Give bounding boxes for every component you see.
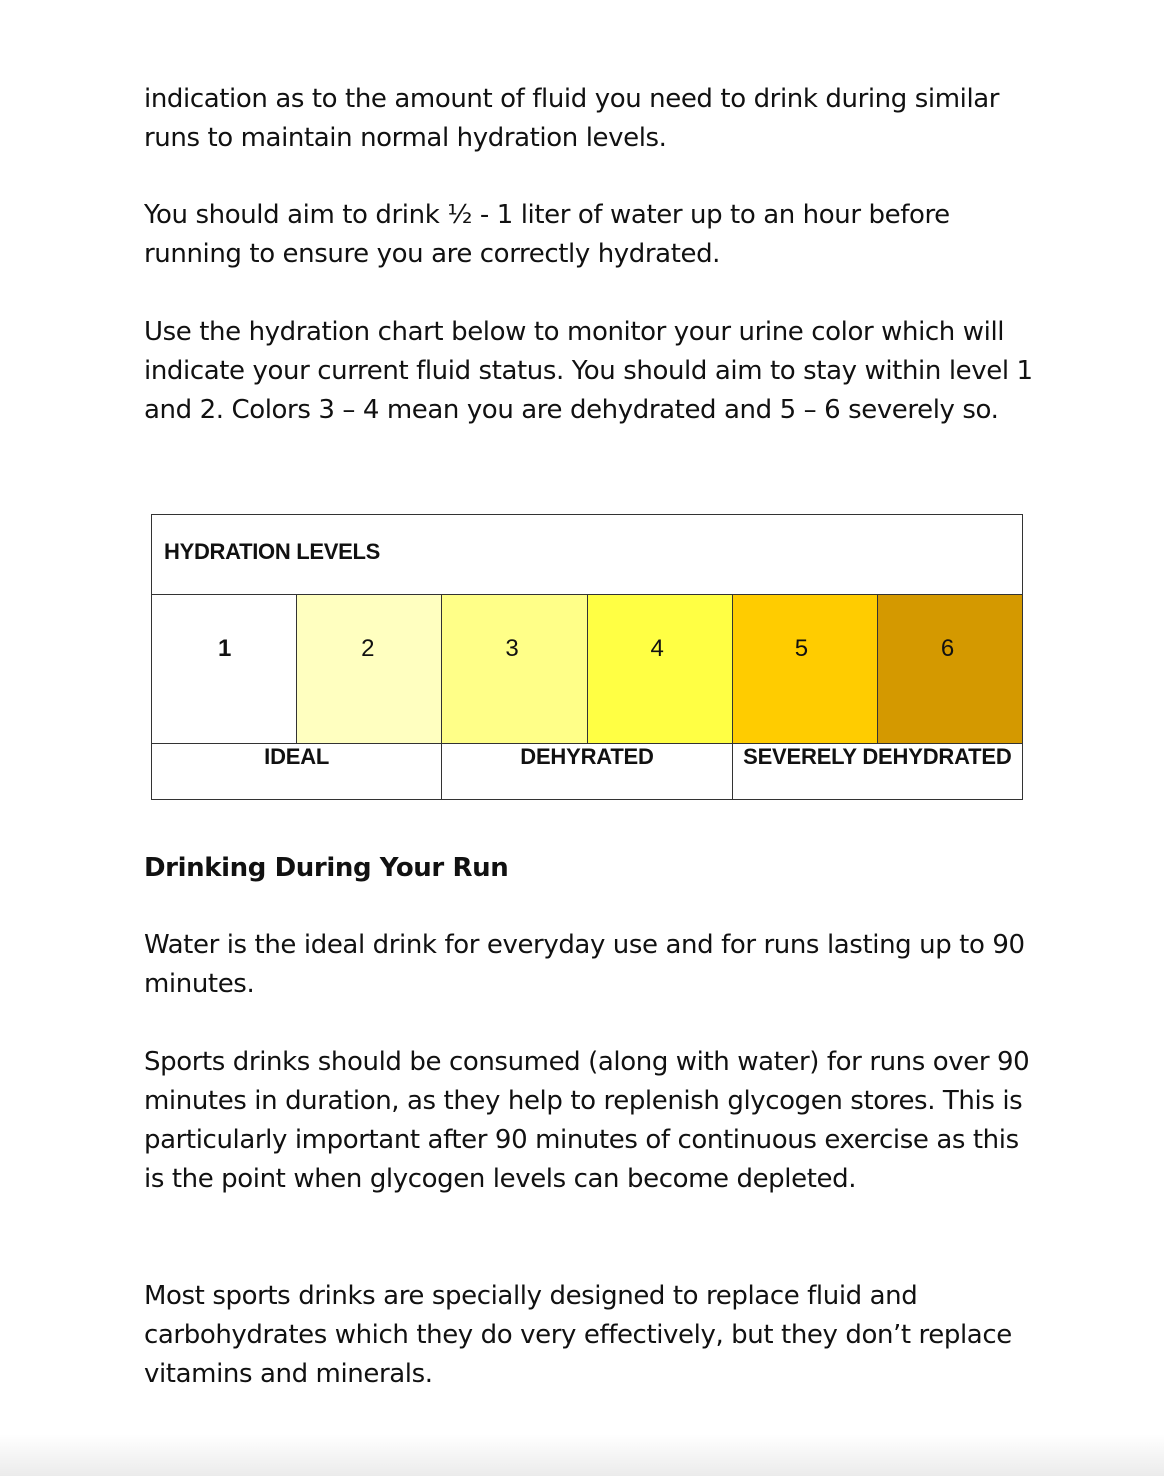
- category-severely-dehydrated-cell: [733, 744, 1022, 800]
- hydration-level-2-swatch: [297, 595, 442, 743]
- hydration-level-3-swatch: [442, 595, 587, 743]
- hydration-level-5-number: 5: [794, 635, 809, 662]
- hydration-levels-chart: [151, 514, 1023, 800]
- category-severely-dehydrated-label: SEVERELY DEHYDRATED: [743, 744, 1012, 769]
- hydration-level-5-swatch: [733, 595, 878, 743]
- paragraph-sports-drinks-design: Most sports drinks are specially designed to replace fluid and carbohydrates which they do very effectively, but they don’t replace vitamins and minerals.: [144, 1281, 1012, 1389]
- category-ideal-label: IDEAL: [264, 744, 330, 769]
- hydration-level-6-swatch: [878, 595, 1022, 743]
- paragraph-water-ideal: Water is the ideal drink for everyday use and for runs lasting up to 90 minutes.: [144, 930, 1025, 999]
- hydration-level-1-number: 1: [218, 635, 232, 662]
- page-bottom-shadow: [0, 1434, 1164, 1476]
- hydration-swatch-row: [152, 595, 1022, 743]
- section-heading-drinking-during-run: Drinking During Your Run: [144, 853, 509, 883]
- paragraph-hydration-chart-intro: Use the hydration chart below to monitor your urine color which will indicate your current fluid status. You should aim to stay within level 1 and 2. Colors 3 – 4 mean you are dehydrated and 5 – 6 severely so.: [144, 317, 1033, 425]
- hydration-level-2-number: 2: [361, 635, 375, 662]
- hydration-level-4-swatch: [588, 595, 733, 743]
- category-dehydrated-cell: [442, 744, 732, 800]
- paragraph-fluid-indication: indication as to the amount of fluid you need to drink during similar runs to maintain normal hydration levels.: [144, 84, 1000, 153]
- hydration-category-row: [152, 744, 1022, 800]
- hydration-level-3-number: 3: [505, 635, 519, 662]
- hydration-level-4-number: 4: [650, 635, 664, 662]
- category-ideal-cell: [152, 744, 442, 800]
- hydration-level-6-number: 6: [940, 635, 955, 662]
- category-dehydrated-label: DEHYRATED: [520, 744, 654, 769]
- hydration-level-1-swatch: [152, 595, 297, 743]
- paragraph-drink-before-running: You should aim to drink ½ - 1 liter of water up to an hour before running to ensure you are correctly hydrated.: [144, 200, 950, 269]
- chart-title: HYDRATION LEVELS: [164, 539, 381, 564]
- paragraph-sports-drinks: Sports drinks should be consumed (along with water) for runs over 90 minutes in duration, as they help to replenish glycogen stores. This is particularly important after 90 minutes of continuous exercise as this is the point when glycogen levels can become depleted.: [144, 1047, 1030, 1194]
